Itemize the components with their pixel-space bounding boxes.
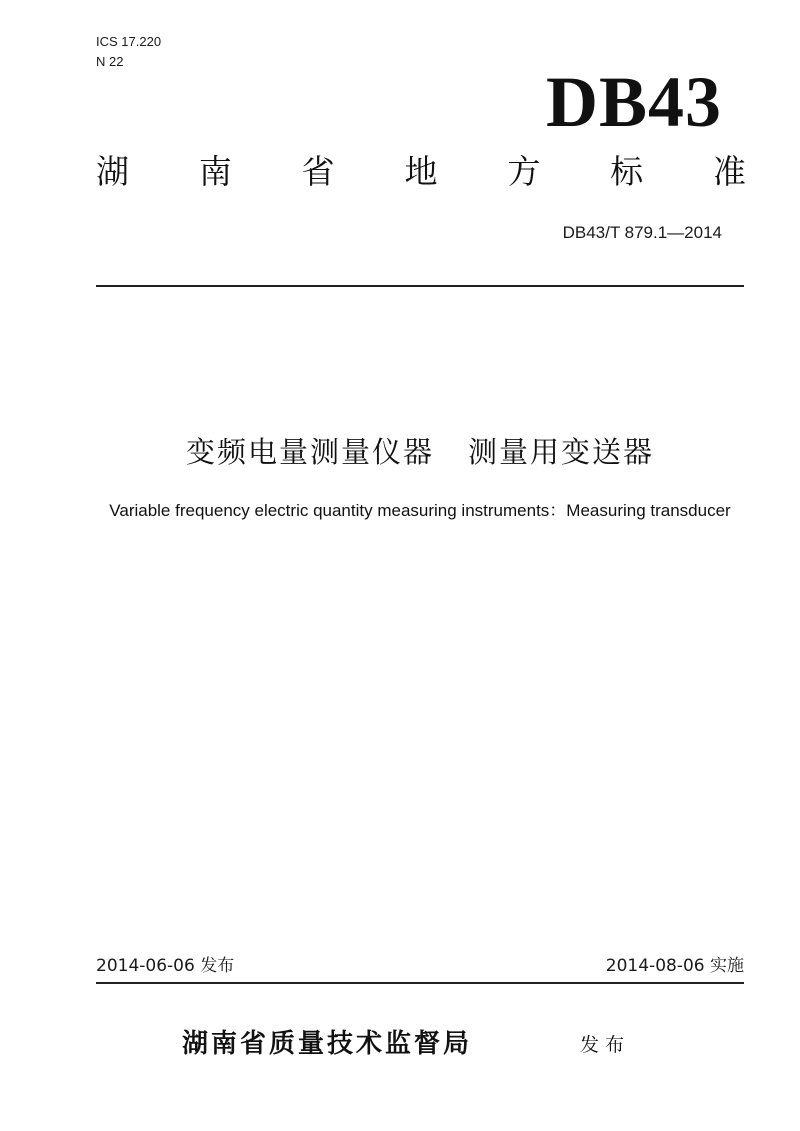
standard-type-char: 地 [404, 152, 438, 191]
bottom-divider [96, 982, 744, 984]
standard-number: DB43/T 879.1—2014 [562, 223, 722, 242]
standard-type-char: 省 [301, 152, 335, 191]
standard-type-heading [96, 150, 746, 194]
standard-type-char: 标 [610, 152, 644, 191]
standard-type-char: 南 [198, 152, 232, 191]
chinese-title-part1: 变频电量测量仪器 [185, 435, 434, 469]
standard-type-char: 准 [712, 152, 746, 191]
ics-code: ICS 17.220 [96, 34, 162, 49]
standard-type-char: 湖 [96, 152, 129, 191]
ccs-code: N 22 [96, 54, 124, 69]
top-divider [96, 285, 744, 287]
english-title: Variable frequency electric quantity measuring instruments：Measuring transducer [109, 501, 731, 520]
chinese-title-part2: 测量用变送器 [468, 435, 655, 469]
standard-logo: DB43 [545, 62, 722, 142]
issuing-label: 发布 [580, 1034, 631, 1056]
standard-type-char: 方 [507, 152, 541, 191]
chinese-title [0, 432, 800, 472]
issue-date: 2014-06-06 发布 [96, 956, 235, 976]
issuing-authority: 湖南省质量技术监督局 [182, 1029, 473, 1059]
implementation-date: 2014-08-06 实施 [605, 956, 744, 976]
